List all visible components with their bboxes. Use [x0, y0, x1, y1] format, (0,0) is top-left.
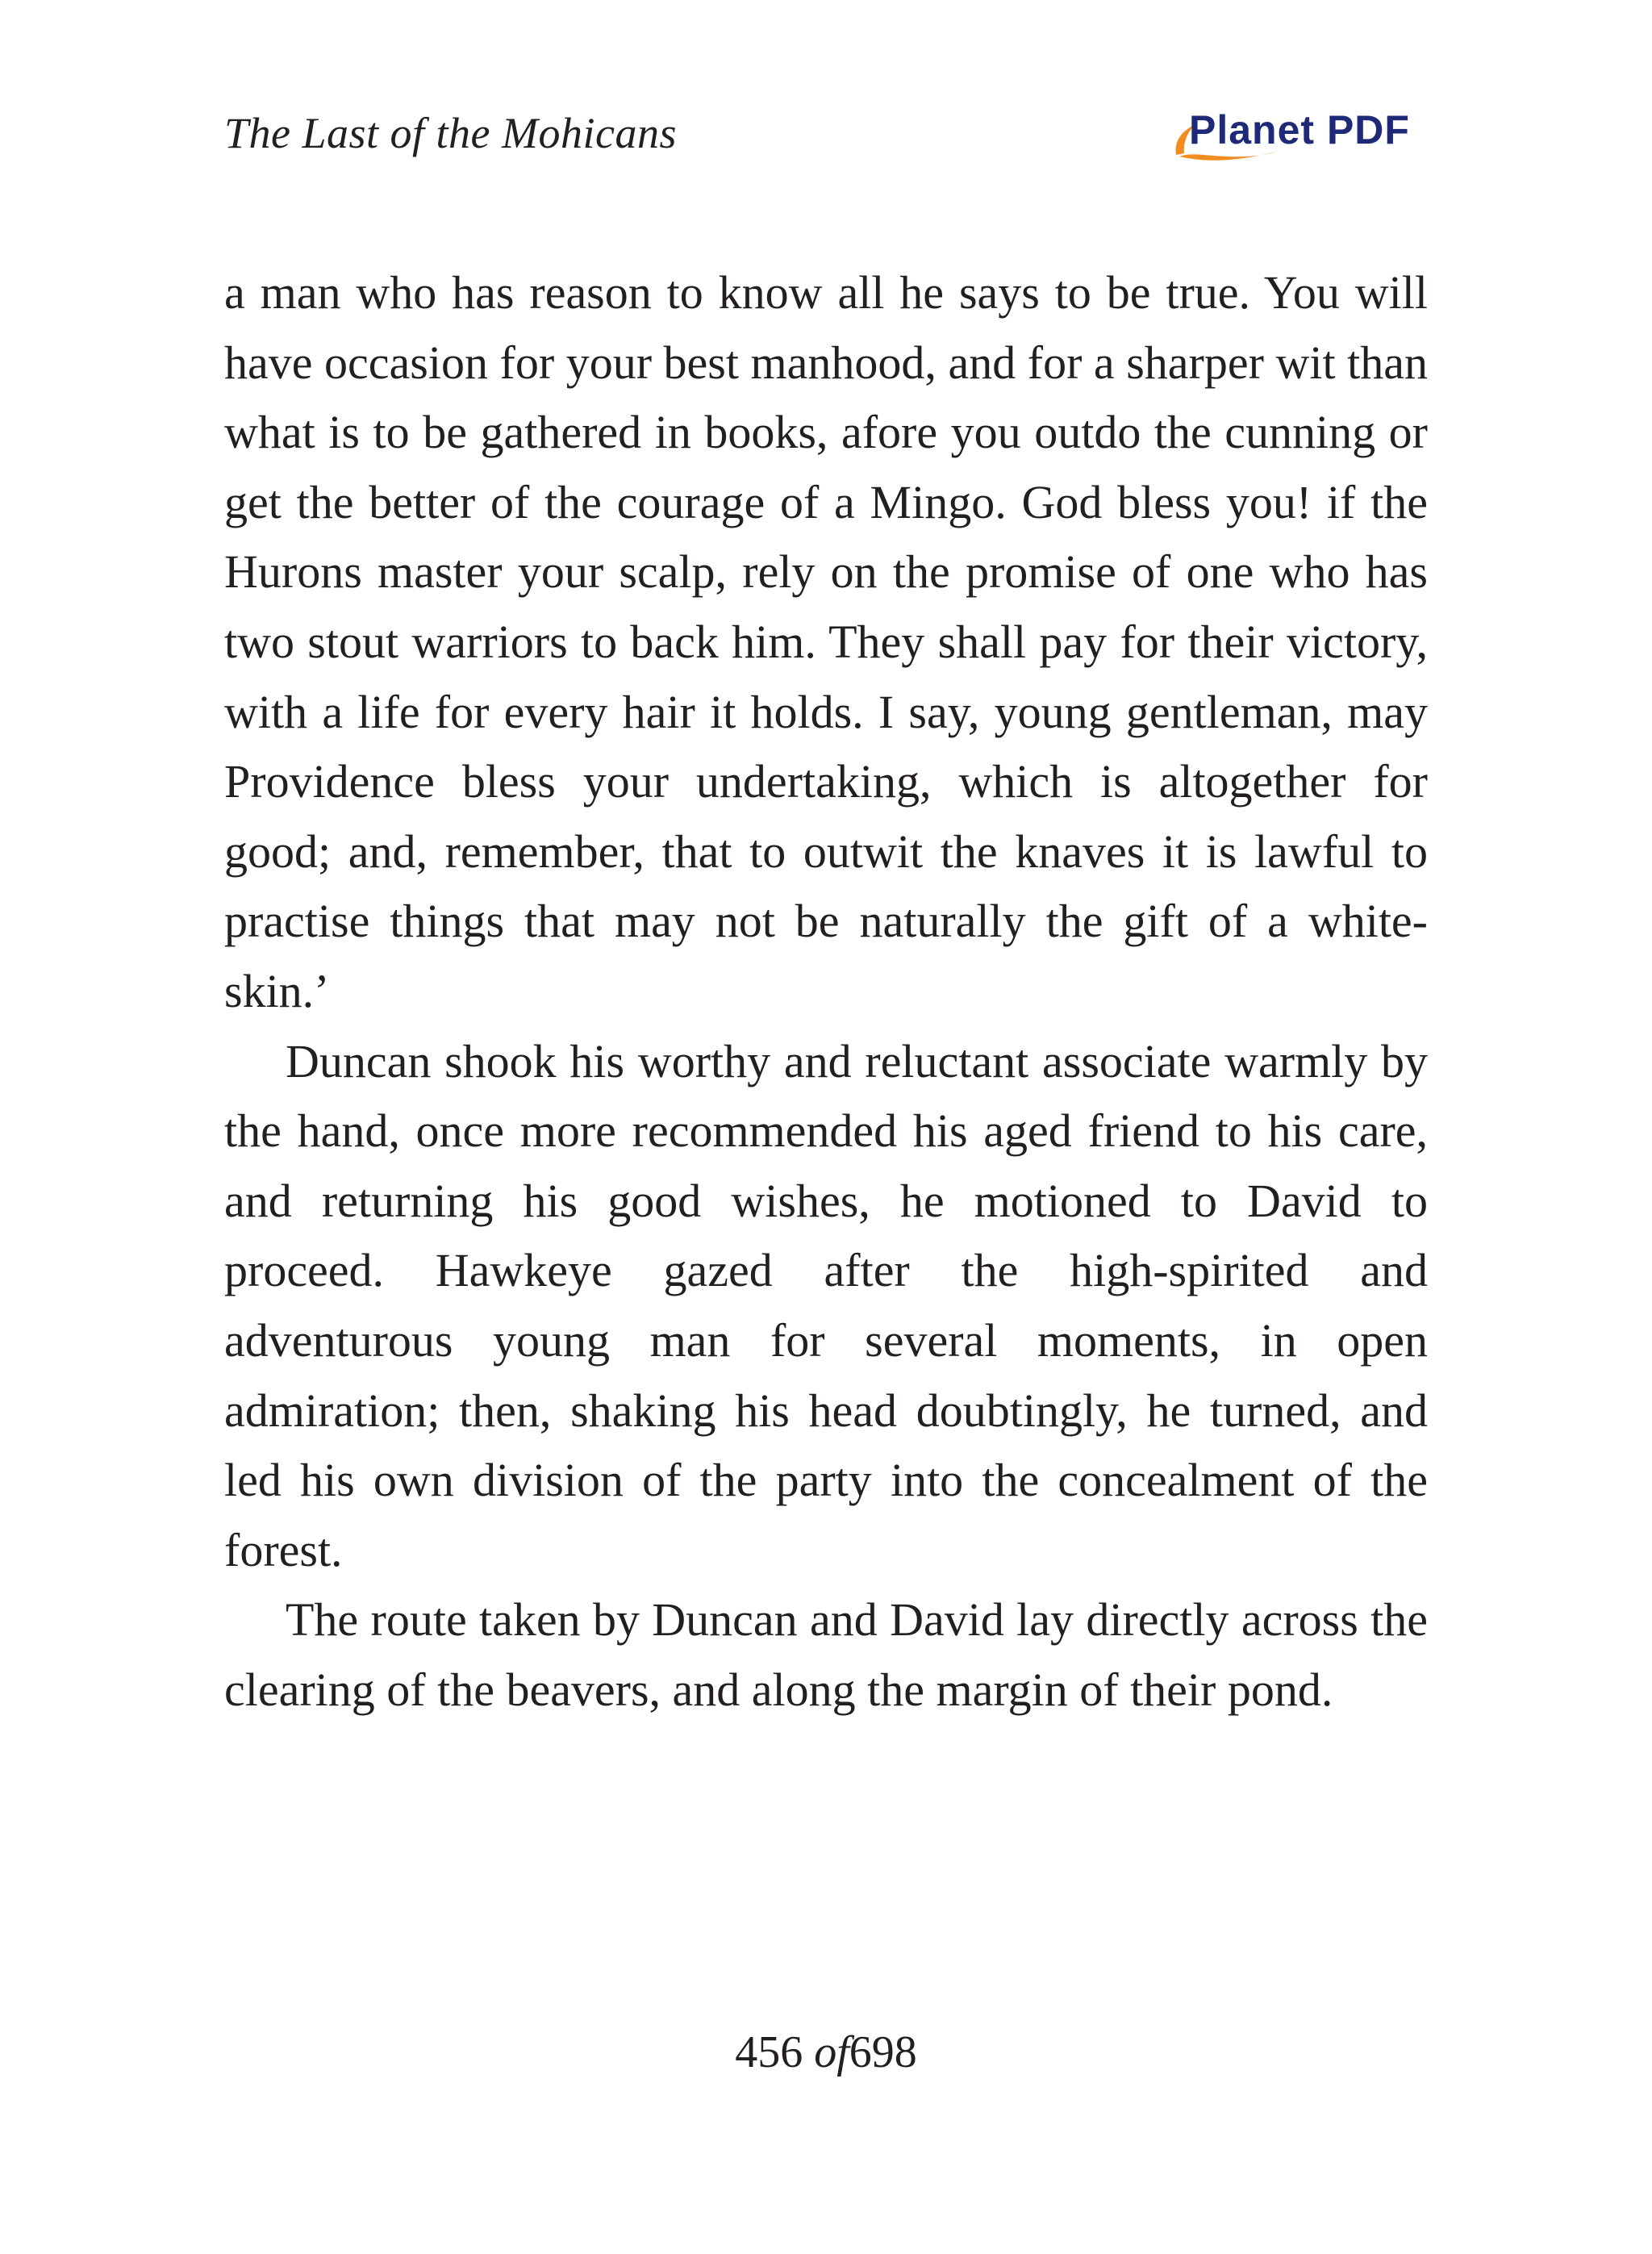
paragraph-1: a man who has reason to know all he says to be true. You will have occasion for your best manhood, and for a sharper wit than what is to be gathered in books, afore you outdo the cunning or get the better of the courage of a Mingo. God bless you! if the Hurons master your scalp, rely on the promise of one who has two stout warriors to back him. They shall pay for their victory, with a life for every hair it holds. I say, young gentleman, may Providence bless your undertaking, which is altogether for good; and, remember, that to outwit the knaves it is lawful to practise things that may not be naturally the gift of a white-skin.’ [224, 266, 1428, 1017]
paragraph-3: The route taken by Duncan and David lay directly across the clearing of the beavers, and along the margin of their pond. [224, 1593, 1428, 1716]
book-title: The Last of the Mohicans [224, 109, 677, 157]
page-header [224, 103, 1428, 184]
planet-pdf-logo [1171, 103, 1421, 168]
page-number [0, 2027, 1652, 2078]
total-pages: 698 [849, 2027, 917, 2077]
current-page: 456 [735, 2027, 803, 2077]
page-body [224, 258, 1428, 1725]
of-label: of [814, 2027, 849, 2077]
logo-text: Planet PDF [1189, 107, 1410, 152]
paragraph-2: Duncan shook his worthy and reluctant associate warmly by the hand, once more recommended his aged friend to his care, and returning his good wishes, he motioned to David to proceed. Hawkeye gazed after the high-spirited and adventurous young man for several moments, in open admiration; then, shaking his head doubtingly, he turned, and led his own division of the party into the concealment of the forest. [224, 1034, 1428, 1576]
